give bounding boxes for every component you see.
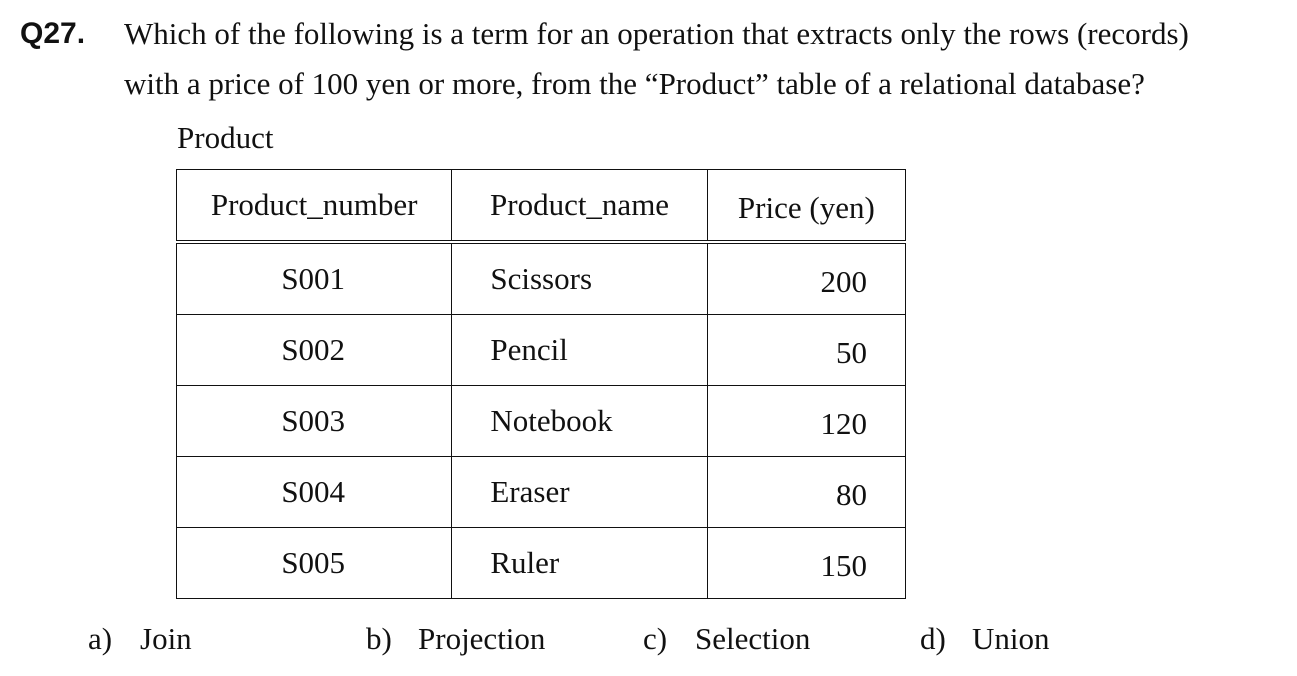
cell-price: 80	[707, 457, 905, 528]
cell-product-number: S005	[177, 528, 452, 599]
answer-text: Selection	[695, 621, 811, 656]
table-row	[177, 457, 906, 528]
cell-product-name: Ruler	[452, 528, 707, 599]
cell-product-name: Notebook	[452, 386, 707, 457]
answer-text: Projection	[418, 621, 546, 656]
answer-option-c[interactable]	[643, 618, 810, 660]
cell-product-name: Eraser	[452, 457, 707, 528]
product-table	[176, 169, 906, 599]
cell-product-number: S004	[177, 457, 452, 528]
table-row	[177, 386, 906, 457]
cell-product-number: S003	[177, 386, 452, 457]
question-number: Q27.	[20, 17, 86, 50]
header-price: Price (yen)	[707, 170, 905, 243]
table-row	[177, 242, 906, 315]
cell-price: 120	[707, 386, 905, 457]
cell-price: 50	[707, 315, 905, 386]
cell-product-name: Scissors	[452, 242, 707, 315]
answer-letter: b)	[366, 621, 392, 656]
table-header-row	[177, 170, 906, 243]
header-product-number: Product_number	[177, 170, 452, 243]
cell-product-name: Pencil	[452, 315, 707, 386]
answer-letter: c)	[643, 621, 668, 656]
answer-text: Join	[140, 621, 192, 656]
answer-option-d[interactable]	[920, 618, 1050, 660]
answer-text: Union	[972, 621, 1050, 656]
question-text-line-2: with a price of 100 yen or more, from the “Product” table of a relational database?	[124, 66, 1145, 101]
answer-option-a[interactable]	[88, 618, 192, 660]
answer-choices	[0, 618, 1297, 660]
cell-price: 200	[707, 242, 905, 315]
cell-product-number: S002	[177, 315, 452, 386]
table-caption: Product	[177, 120, 274, 155]
answer-letter: d)	[920, 621, 946, 656]
cell-product-number: S001	[177, 242, 452, 315]
cell-price: 150	[707, 528, 905, 599]
question-text-line-1: Which of the following is a term for an operation that extracts only the rows (records)	[124, 16, 1189, 51]
header-product-name: Product_name	[452, 170, 707, 243]
answer-letter: a)	[88, 621, 113, 656]
answer-option-b[interactable]	[366, 618, 545, 660]
table-row	[177, 528, 906, 599]
table-row	[177, 315, 906, 386]
